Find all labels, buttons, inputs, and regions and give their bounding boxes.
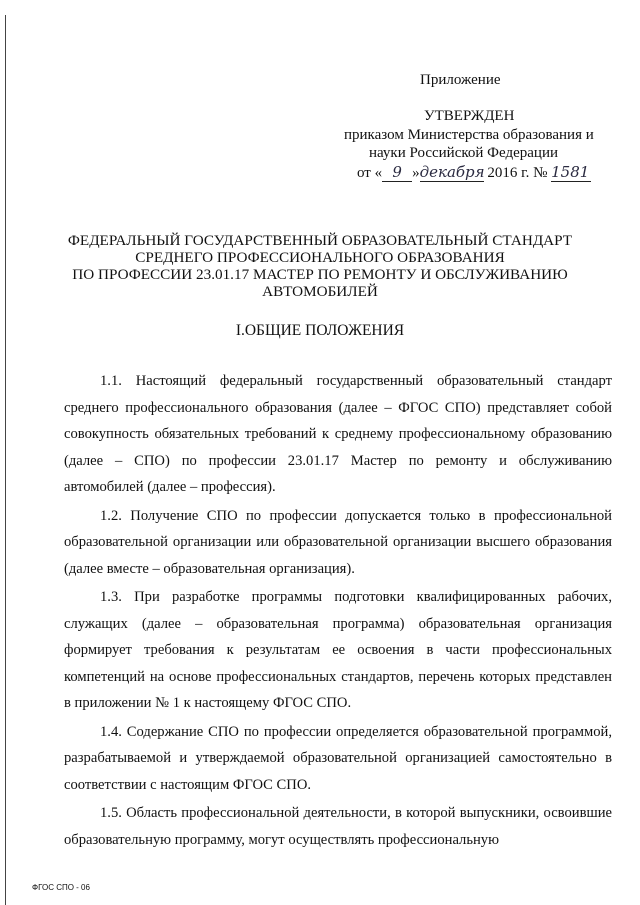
date-prefix: от « (357, 165, 383, 181)
paragraph-1-5: 1.5. Область профессиональной деятельности, в которой выпускники, освоившие образовательную программу, могут осуществлять профессиональную (64, 805, 612, 848)
appendix-label: Приложение (420, 72, 501, 88)
document-title (0, 232, 640, 300)
date-mid: » (412, 165, 420, 181)
document-body (64, 368, 612, 855)
order-line-1: приказом Министерства образования и (344, 127, 594, 143)
paragraph-1-4: 1.4. Содержание СПО по профессии определяется образовательной программой, разрабатываемой и утверждаемой образовательной организацией самостоятельно в соответствии с настоящим ФГОС СПО. (64, 723, 612, 793)
title-line-2: СРЕДНЕГО ПРОФЕССИОНАЛЬНОГО ОБРАЗОВАНИЯ (135, 249, 505, 266)
title-line-3: ПО ПРОФЕССИИ 23.01.17 МАСТЕР ПО РЕМОНТУ И ОБСЛУЖИВАНИЮ (72, 266, 568, 283)
scan-margin-line (5, 15, 6, 905)
title-line-1: ФЕДЕРАЛЬНЫЙ ГОСУДАРСТВЕННЫЙ ОБРАЗОВАТЕЛЬНЫЙ СТАНДАРТ (67, 232, 573, 249)
paragraph-1-1: 1.1. Настоящий федеральный государственный образовательный стандарт среднего профессионального образования (далее – ФГОС СПО) представляет собой совокупность обязательных требований к среднему профессиональному образованию (далее – СПО) по профессии 23.01.17 Мастер по ремонту и обслуживанию автомобилей (далее – профессия). (64, 373, 612, 495)
paragraph-1-2: 1.2. Получение СПО по профессии допускается только в профессиональной образовательной организации или образовательной организации высшего образования (далее вместе – образовательная организация). (64, 507, 612, 577)
paragraph-1-3: 1.3. При разработке программы подготовки квалифицированных рабочих, служащих (далее – образовательная программа) образовательная организация формирует требования к результатам ее освоения в части профессиональных компетенций на основе профессиональных стандартов, перечень которых представлен в приложении № 1 к настоящему ФГОС СПО. (64, 589, 612, 711)
order-line-2: науки Российской Федерации (369, 145, 559, 161)
section-heading: I.ОБЩИЕ ПОЛОЖЕНИЯ (235, 322, 405, 339)
date-year: 2016 г. № (487, 165, 548, 181)
order-number: 1581 (551, 163, 590, 181)
page-footer: ФГОС СПО - 06 (32, 883, 90, 892)
order-date-line (357, 163, 591, 182)
date-month: декабря (419, 163, 485, 181)
title-line-4: АВТОМОБИЛЕЙ (262, 283, 378, 300)
approved-label: УТВЕРЖДЕН (424, 108, 515, 124)
date-day: 9 (382, 163, 412, 182)
